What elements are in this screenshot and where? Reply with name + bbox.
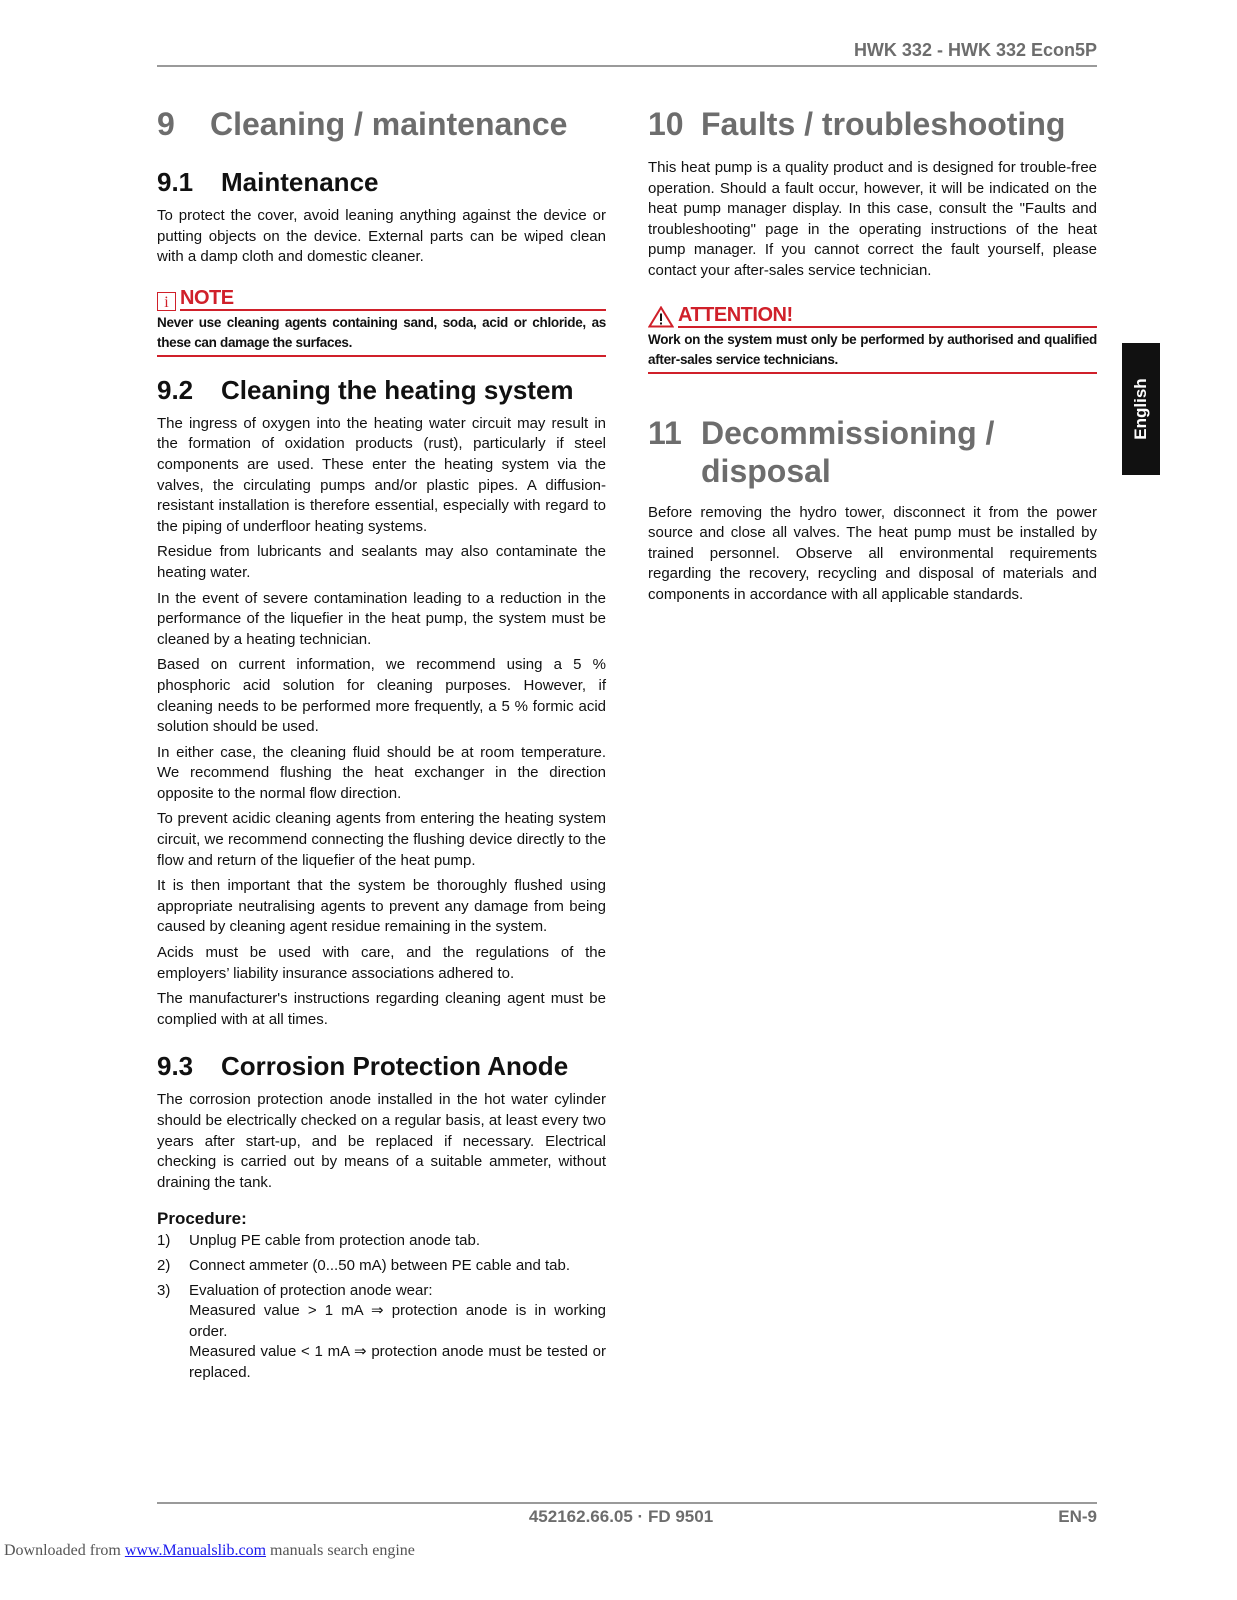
paragraph: In either case, the cleaning fluid should be at room temperature. We recommend flushing the heat exchanger in the direction opposite to the normal flow direction. [157, 743, 606, 802]
page-number: EN-9 [1058, 1507, 1097, 1526]
section-title: Faults / troubleshooting [701, 106, 1066, 142]
section-title: Decommissioning / [701, 414, 995, 451]
paragraph: Based on current information, we recommend using a 5 % phosphoric acid solution for cleaning purposes. However, if cleaning needs to be performed more frequently, a 5 % formic acid solution should be used. [157, 656, 606, 736]
info-icon: i [157, 292, 176, 311]
section-number: 9 [157, 106, 175, 142]
section-title: Maintenance [221, 167, 379, 197]
section-number: 9.2 [157, 374, 194, 405]
paragraph: To prevent acidic cleaning agents from entering the heating system circuit, we recommend connecting the flushing device directly to the flow and return of the liquefier of the heat pump. [157, 810, 606, 869]
download-notice [4, 1542, 415, 1560]
step-number: 1) [157, 1232, 171, 1250]
step-text: Evaluation of protection anode wear: [189, 1281, 433, 1299]
section-9-2-heading [157, 375, 606, 405]
note-label: NOTE [180, 287, 606, 311]
language-label: English [1131, 378, 1150, 440]
paragraph: The manufacturer's instructions regarding cleaning agent must be complied with at all times. [157, 990, 606, 1028]
section-number: 11 [648, 414, 682, 451]
header-divider [157, 65, 1097, 67]
disposal-paragraph: Before removing the hydro tower, disconnect it from the power source and close all valves. The heat pump must be installed by trained personnel. Observe all environmental requirements regarding the recovery, recycling and disposal of materials and components in accordance with all applicable standards. [648, 503, 1097, 603]
document-header-title: HWK 332 - HWK 332 Econ5P [853, 40, 1097, 60]
procedure-step [157, 1231, 606, 1252]
step-result-replace: Measured value < 1 mA ⇒ protection anode must be tested or replaced. [189, 1343, 606, 1381]
faults-paragraph: This heat pump is a quality product and is designed for trouble-free operation. Should a fault occur, however, it will be indicated on the heat pump manager display. In this case, consult the "Faults and troubleshooting" page in the operating instructions of the heat pump manager. If you cannot correct the fault yourself, please contact your after-sales service technician. [648, 159, 1097, 279]
maintenance-paragraph: To protect the cover, avoid leaning anything against the device or putting objects on the device. External parts can be wiped clean with a damp cloth and domestic cleaner. [157, 207, 606, 266]
step-number: 2) [157, 1256, 171, 1274]
procedure-heading: Procedure: [157, 1209, 247, 1229]
paragraph: It is then important that the system be thoroughly flushed using appropriate neutralising agents to prevent any damage from being caused by cleaning agent residue remaining in the system. [157, 877, 606, 936]
section-title: Cleaning the heating system [221, 374, 574, 405]
section-number: 10 [648, 106, 684, 142]
step-body [189, 1281, 606, 1384]
cleaning-paragraphs [157, 414, 606, 1031]
section-9-heading [157, 105, 606, 143]
step-text: Connect ammeter (0...50 mA) between PE cable and tab. [189, 1256, 571, 1274]
paragraph: In the event of severe contamination leading to a reduction in the performance of the liquefier in the heat pump, the system must be cleaned by a heating technician. [157, 589, 606, 648]
left-column [157, 100, 606, 1388]
paragraph: Acids must be used with care, and the regulations of the employers’ liability insurance associations adhered to. [157, 944, 606, 982]
warning-icon [648, 306, 674, 328]
section-9-1-heading [157, 167, 606, 197]
note-header [157, 287, 606, 311]
download-prefix: Downloaded from [4, 1542, 125, 1559]
section-9-3-heading [157, 1051, 606, 1081]
attention-text: Work on the system must only be performed by authorised and qualified after-sales service technicians. [648, 328, 1097, 374]
attention-header [648, 304, 1097, 328]
paragraph: Residue from lubricants and sealants may also contaminate the heating water. [157, 543, 606, 581]
download-suffix: manuals search engine [266, 1542, 415, 1559]
section-title: Corrosion Protection Anode [221, 1051, 569, 1082]
section-11-heading [648, 414, 1097, 490]
section-title-continued: disposal [701, 452, 831, 489]
manualslib-link[interactable]: www.Manualslib.com [124, 1542, 267, 1559]
document-code: 452162.66.05 · FD 9501 [528, 1507, 714, 1526]
section-11-title-line-1 [648, 414, 1097, 452]
anode-paragraph: The corrosion protection anode installed in the hot water cylinder should be electrically checked on a regular basis, at least every two years after start-up, and be replaced if necessary. Electrical checking is carried out by means of a suitable ammeter, without draining the tank. [157, 1091, 606, 1191]
attention-label: ATTENTION! [678, 304, 1097, 328]
attention-box [648, 304, 1097, 374]
step-number: 3) [157, 1281, 171, 1299]
note-box [157, 287, 606, 357]
footer-divider [157, 1502, 1097, 1504]
procedure-step [157, 1281, 606, 1384]
section-10-heading [648, 105, 1097, 143]
section-number: 9.1 [157, 167, 194, 197]
step-text: Unplug PE cable from protection anode tab. [189, 1232, 481, 1250]
paragraph: The ingress of oxygen into the heating water circuit may result in the formation of oxidation products (rust), particularly if steel components are used. These enter the heating system via the valves, the circulating pumps and/or plastic pipes. A diffusion-resistant installation is therefore essential, especially with regard to the piping of underfloor heating systems. [157, 414, 606, 535]
language-tab [1122, 343, 1160, 475]
note-text: Never use cleaning agents containing sand, soda, acid or chloride, as these can damage the surfaces. [157, 311, 606, 357]
step-result-ok: Measured value > 1 mA ⇒ protection anode is in working order. [189, 1302, 606, 1340]
right-column [648, 100, 1097, 611]
section-number: 9.3 [157, 1051, 194, 1082]
section-title: Cleaning / maintenance [210, 106, 568, 142]
procedure-step [157, 1256, 606, 1277]
